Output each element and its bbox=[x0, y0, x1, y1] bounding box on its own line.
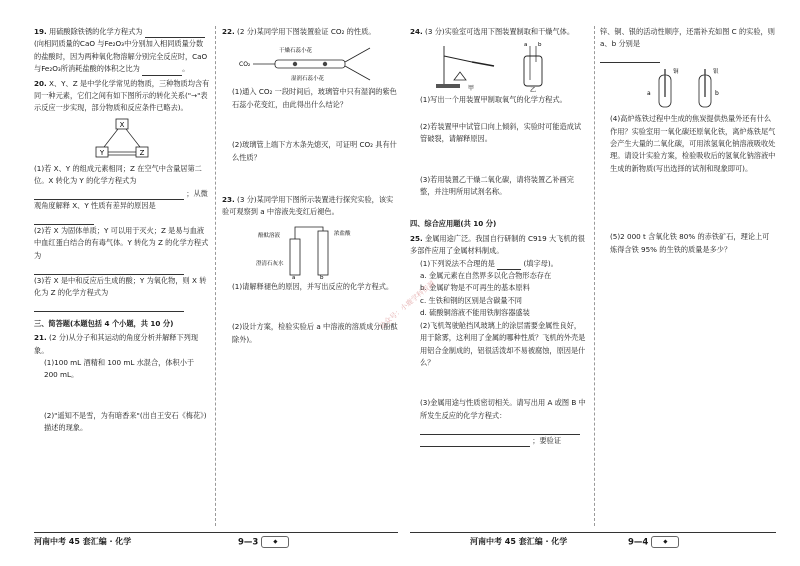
question-text: (3 分)某同学用下图所示装置进行探究实验，该实验可观察到 a 中溶液先变红后褪色。 bbox=[222, 195, 394, 217]
question-part: (1)请解释褪色的原因，并写出反应的化学方程式。 bbox=[232, 281, 394, 291]
option-d: d. 硫酸铜溶液不能用铁制容器盛装 bbox=[420, 308, 530, 318]
section-heading: 三、简答题(本题包括 4 个小题，共 10 分) bbox=[34, 318, 174, 328]
diagram-node-y: Y bbox=[99, 148, 105, 157]
option-b: b. 金属矿物是不可再生的基本原料 bbox=[420, 283, 530, 293]
watermark: 公众号：小鹿学科资源 bbox=[377, 279, 437, 331]
answer-blank[interactable] bbox=[34, 190, 184, 200]
right-page-column-1 bbox=[410, 26, 588, 449]
question-number: 21. bbox=[34, 333, 47, 343]
question-part: (2)设计方案，检验实验后 a 中溶液的溶质成分(酚酞除外)。 bbox=[232, 322, 398, 344]
logo-icon: ◆ bbox=[261, 536, 289, 548]
section-heading: 四、综合应用题(共 10 分) bbox=[410, 219, 497, 229]
answer-blank[interactable] bbox=[34, 215, 94, 225]
right-page-column-2 bbox=[600, 26, 776, 256]
question-continuation: 锌、铜、银的活动性顺序，还需补充如图 C 的实验，则 a、b 分别是 bbox=[600, 27, 775, 49]
question-text: 金属用途广泛。我国自行研制的 C919 大飞机的很多部件应用了金属材料制成。 bbox=[410, 233, 585, 256]
co2-tube-diagram bbox=[235, 40, 385, 84]
question-part: (3)若用装置乙干燥二氧化碳，请将装置乙补画完整，并注明所用试剂名称。 bbox=[420, 174, 574, 197]
question-part: (2)若装置甲中试管口向上倾斜，实验时可能造成试管破裂，请解释原因。 bbox=[420, 121, 582, 144]
question-25 bbox=[410, 233, 588, 447]
logo-icon: ◆ bbox=[651, 536, 679, 548]
option-c: c. 生铁和钢的区别是含碳量不同 bbox=[420, 295, 522, 305]
question-text: (3 分)实验室可选用下图装置制取和干燥气体。 bbox=[425, 27, 575, 36]
tube-b-label: b bbox=[320, 274, 324, 279]
question-number: 23. bbox=[222, 195, 235, 205]
question-22 bbox=[222, 26, 398, 192]
question-23 bbox=[222, 194, 398, 346]
question-part: ；要验证 bbox=[532, 435, 562, 445]
question-number: 22. bbox=[222, 27, 235, 36]
question-part: (5)2 000 t 含氧化铁 80% 的赤铁矿石，理论上可炼得含铁 95% 的生铁的质量是多少？ bbox=[610, 232, 770, 254]
question-number: 20. bbox=[34, 78, 47, 88]
question-part: (1)写出一个用装置甲制取氧气的化学方程式。 bbox=[420, 95, 567, 105]
question-part: (3)若 X 是中和反应后生成的酸；Y 为氧化物，则 X 转化为 Z 的化学方程式为 bbox=[34, 275, 207, 297]
phenol-label: 酚酞溶液 bbox=[258, 232, 281, 239]
question-part: (4)高炉炼铁过程中生成的焦炭提供热量外还有什么作用？实验室用一氧化碳还原氧化铁，离炉炼铁尾气会产生大量的二氧化碳，可用浓氢氧化钠溶液吸收处理。请设计实验方案，检验吸收后的氢氧化钠溶液中生成的新物质(写出选择的试剂和现象即可)。 bbox=[610, 114, 776, 173]
question-part: (2)"遥知不是雪，为有暗香来"(出自王安石《梅花》)描述的现象。 bbox=[44, 410, 207, 433]
limewater-label: 澄清石灰水 bbox=[256, 260, 284, 267]
answer-blank[interactable] bbox=[420, 437, 530, 447]
question-part: (3)金属用途与性质密切相关。请写出用 A 或图 B 中所发生反应的化学方程式： bbox=[420, 398, 586, 420]
question-text: (2 分)从分子和其运动的角度分析并解释下列现象。 bbox=[34, 333, 199, 355]
xyz-conversion-diagram bbox=[92, 117, 152, 161]
apparatus-yi-label: 乙 bbox=[530, 87, 537, 93]
question-text: (向相同质量的CaO 与Fe₂O₃中分别加入相同质量分数的盐酸时，因为两种氧化物溶解分别完全反应时，CaO与Fe₂O₃所消耗盐酸的体积之比为 bbox=[34, 39, 208, 74]
question-text: 。 bbox=[182, 64, 190, 74]
question-part: (2)若 X 为固体单质；Y 可以用于灭火；Z 是易与血液中血红蛋白结合的有毒气体。Y 转化为 Z 的化学方程式为 bbox=[34, 225, 209, 260]
question-part: (1)下列说法不合理的是 bbox=[420, 258, 495, 268]
question-part: (2)飞机驾驶舱挡风玻璃上的涂层需要金属性良好，用于除雾，这利用了金属的哪种性质？飞机的外壳是用铝合金制成的，铝很活泼却不易被腐蚀，原因是什么？ bbox=[420, 320, 586, 367]
tube-a-label: a bbox=[292, 274, 296, 279]
answer-blank[interactable] bbox=[420, 425, 580, 435]
metal-a-label: a bbox=[647, 90, 651, 98]
co2-label: CO₂ bbox=[239, 61, 251, 69]
port-a-label: a bbox=[524, 42, 528, 49]
answer-blank[interactable] bbox=[142, 66, 182, 76]
question-part: (填字母)。 bbox=[523, 258, 558, 268]
question-part: (1)若 X、Y 的组成元素相同；Z 在空气中含量居第二位。X 转化为 Y 的化学方程式为 bbox=[34, 163, 202, 186]
diagram-node-z: Z bbox=[139, 148, 145, 157]
answer-blank[interactable] bbox=[34, 265, 184, 275]
question-number: 24. bbox=[410, 27, 423, 36]
question-19 bbox=[34, 26, 210, 76]
metal-b-label: b bbox=[715, 90, 719, 98]
left-page-column-1 bbox=[34, 26, 210, 437]
answer-blank[interactable] bbox=[34, 302, 184, 312]
answer-blank[interactable] bbox=[497, 260, 521, 270]
left-page-column-2 bbox=[222, 26, 398, 348]
question-text: 用硫酸除铁锈的化学方程式为 bbox=[49, 27, 143, 36]
apparatus-jia-label: 甲 bbox=[468, 85, 475, 93]
silver-label: 银 bbox=[713, 69, 719, 76]
answer-blank[interactable] bbox=[145, 28, 205, 38]
question-part: (1)通入 CO₂ 一段时间后，玻璃管中只有湿润的紫色石蕊小花变红，由此得出什么结论？ bbox=[232, 87, 397, 109]
hcl-label: 浓盐酸 bbox=[334, 230, 351, 237]
question-text: (2 分)某同学用下图装置验证 CO₂ 的性质。 bbox=[237, 27, 376, 36]
column-divider bbox=[594, 26, 595, 526]
port-b-label: b bbox=[538, 42, 542, 49]
question-21 bbox=[34, 332, 210, 434]
option-a: a. 金属元素在自然界多以化合物形态存在 bbox=[420, 271, 552, 281]
dry-flower-label: 干燥石蕊小花 bbox=[279, 48, 313, 55]
question-part: ；从微观角度解释 X、Y 性质有差异的原因是 bbox=[34, 188, 208, 211]
footer-rule bbox=[34, 532, 398, 533]
gas-apparatus-diagram bbox=[424, 40, 574, 92]
question-part: (2)玻璃管上端下方木条先熄灭，可证明 CO₂ 具有什么性质？ bbox=[232, 140, 397, 162]
question-20 bbox=[34, 78, 210, 312]
footer-rule bbox=[410, 532, 776, 533]
question-part: (1)100 mL 酒精和 100 mL 水混合，体积小于 200 mL。 bbox=[44, 357, 195, 380]
column-divider bbox=[215, 26, 216, 526]
copper-label: 铜 bbox=[673, 69, 679, 76]
question-number: 19. bbox=[34, 27, 47, 36]
metal-activity-diagram bbox=[643, 65, 733, 111]
right-footer-title: 河南中考 45 套汇编 · 化学 bbox=[470, 537, 568, 546]
answer-blank[interactable] bbox=[600, 53, 660, 63]
wet-flower-label: 湿润石蕊小花 bbox=[291, 76, 325, 83]
diagram-node-x: X bbox=[119, 120, 125, 129]
question-text: X、Y、Z 是中学化学常见的物质，三种物质均含有同一种元素，它们之间有如下图所示的转化关系("→"表示反应一步实现，部分物质和反应条件已略去)。 bbox=[34, 78, 210, 113]
right-footer-page: 9—4 ◆ bbox=[628, 536, 679, 548]
left-footer-title: 河南中考 45 套汇编 · 化学 bbox=[34, 537, 132, 546]
option-list bbox=[410, 270, 588, 320]
question-number: 25. bbox=[410, 233, 423, 243]
left-footer-page: 9—3 ◆ bbox=[238, 536, 289, 548]
question-24 bbox=[410, 26, 588, 212]
hcl-experiment-diagram bbox=[250, 221, 370, 279]
